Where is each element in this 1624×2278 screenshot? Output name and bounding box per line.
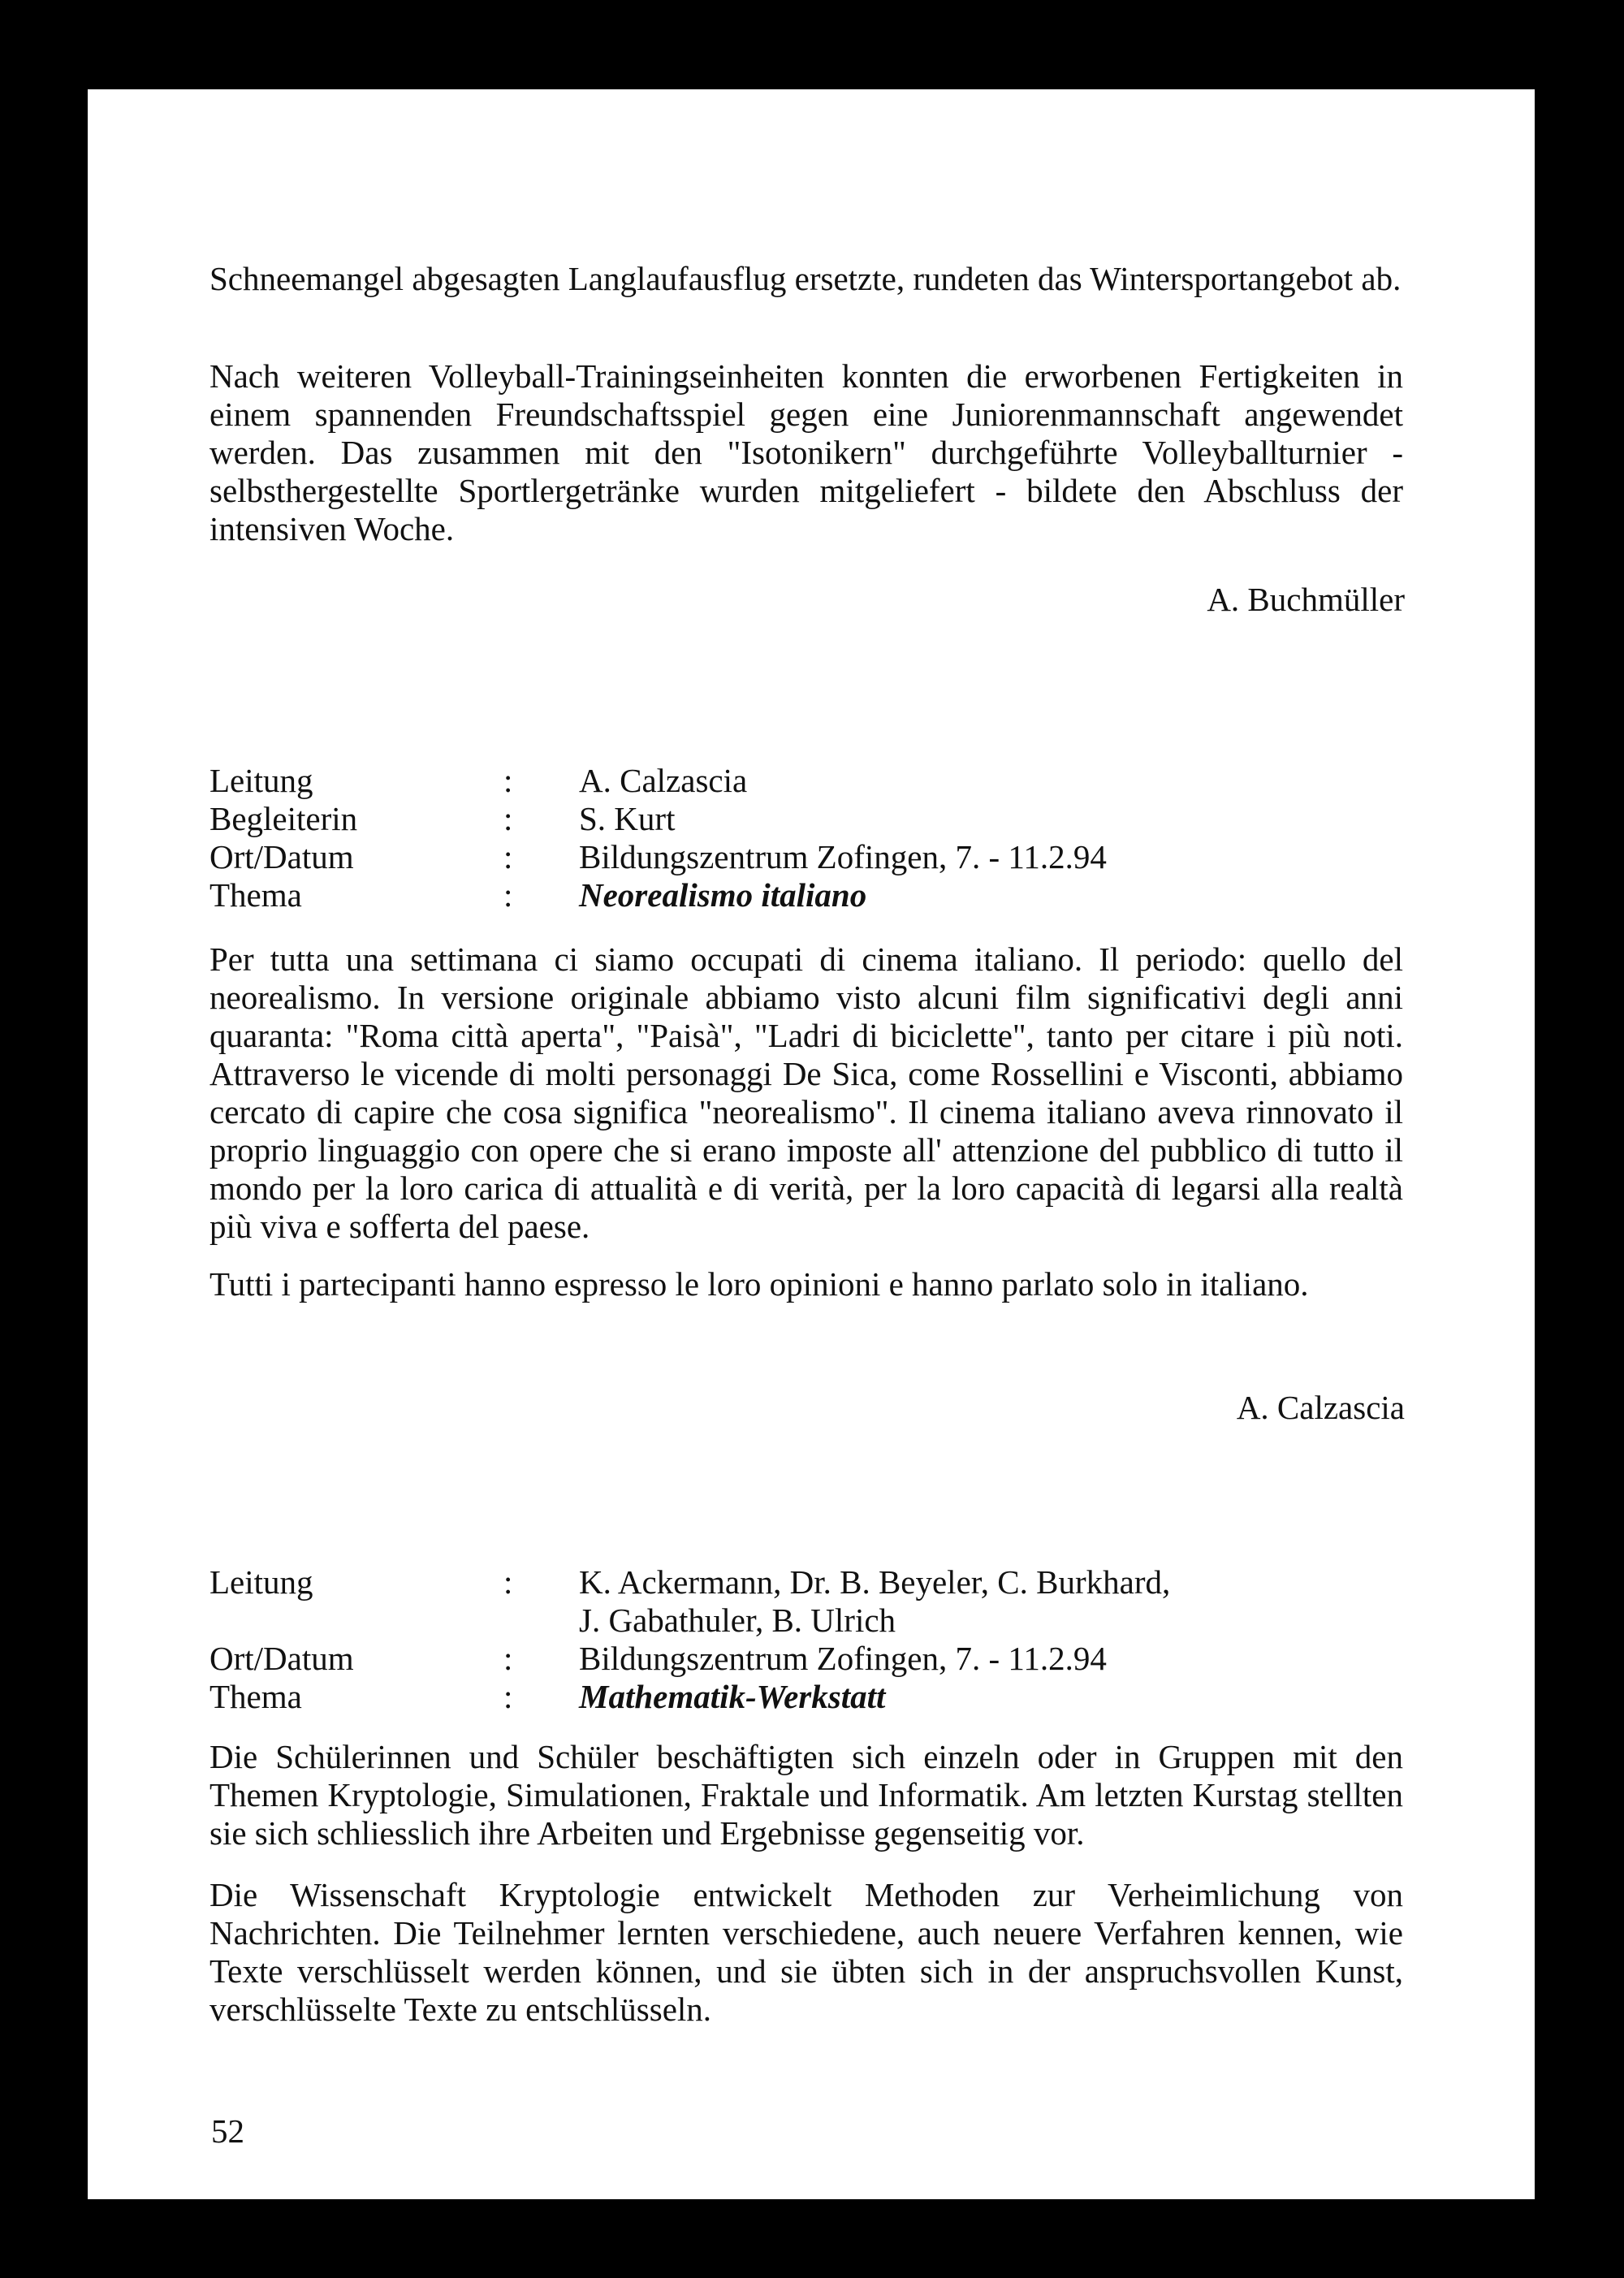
meta-label: Ort/Datum [209,838,354,875]
meta-label: Ort/Datum [209,1640,354,1677]
meta-value: S. Kurt [579,800,676,837]
meta-label: Thema [209,876,302,914]
meta-value: Bildungszentrum Zofingen, 7. - 11.2.94 [579,838,1107,875]
meta-label: Leitung [209,1563,313,1601]
document-page [88,89,1535,2199]
meta-value: J. Gabathuler, B. Ulrich [579,1602,896,1639]
paragraph-volleyball: Nach weiteren Volleyball-Trainingseinheiten konnten die erworbenen Fertigkeiten in einem spannenden Freundschaftsspiel gegen eine Juniorenmannschaft angewendet werden. Das zusammen mit den "Isotonikern" durchgeführte Volleyballturnier - selbsthergestellte Sportlergetränke wurden mitgeliefert - bildete den Abschluss der intensiven Woche. [209,357,1403,547]
paragraph-kryptologie: Die Wissenschaft Kryptologie entwickelt Methoden zur Verheimlichung von Nachrichten. Die Teilnehmer lernten verschiedene, auch neuere Verfahren kennen, wie Texte verschlüsselt werden können, und sie übten sich in der anspruchsvollen Kunst, verschlüsselte Texte zu entschlüsseln. [209,1876,1403,2028]
meta-colon: : [503,838,513,875]
paragraph-neorealismo: Per tutta una settimana ci siamo occupati di cinema italiano. Il periodo: quello del neorealismo. In versione originale abbiamo visto alcuni film significativi degli anni quaranta: "Roma città aperta", "Paisà", "Ladri di biciclette", tanto per citare i più noti. Attraverso le vicende di molti personaggi De Sica, come Rossellini e Visconti, abbiamo cercato di capire che cosa significa "neorealismo". Il cinema italiano aveva rinnovato il proprio linguaggio con opere che si erano imposte all' attenzione del pubblico di tutto il mondo per la loro carica di attualità e di verità, per la loro capacità di legarsi alla realtà più viva e sofferta del paese. [209,940,1403,1245]
meta-label: Leitung [209,762,313,799]
signature-calzascia: A. Calzascia [1236,1389,1405,1426]
meta-colon: : [503,1640,513,1677]
paragraph-mathematik: Die Schülerinnen und Schüler beschäftigten sich einzeln oder in Gruppen mit den Themen Kryptologie, Simulationen, Fraktale und Informatik. Am letzten Kurstag stellten sie sich schliesslich ihre Arbeiten und Ergebnisse gegenseitig vor. [209,1738,1403,1852]
meta-colon: : [503,800,513,837]
signature-buchmueller: A. Buchmüller [1207,581,1405,618]
page-number: 52 [211,2112,244,2150]
meta-value-thema: Neorealismo italiano [579,876,867,914]
meta-colon: : [503,762,513,799]
paragraph-wintersport: Schneemangel abgesagten Langlaufausflug ersetzte, rundeten das Wintersportangebot ab. [209,260,1402,297]
meta-label: Thema [209,1678,302,1715]
meta-colon: : [503,1678,513,1715]
meta-value: Bildungszentrum Zofingen, 7. - 11.2.94 [579,1640,1107,1677]
paragraph-partecipanti: Tutti i partecipanti hanno espresso le loro opinioni e hanno parlato solo in italiano. [209,1265,1309,1303]
meta-label: Begleiterin [209,800,358,837]
meta-colon: : [503,1563,513,1601]
meta-colon: : [503,876,513,914]
meta-value: K. Ackermann, Dr. B. Beyeler, C. Burkhard, [579,1563,1171,1601]
meta-value-thema: Mathematik-Werkstatt [579,1678,886,1715]
meta-value: A. Calzascia [579,762,748,799]
